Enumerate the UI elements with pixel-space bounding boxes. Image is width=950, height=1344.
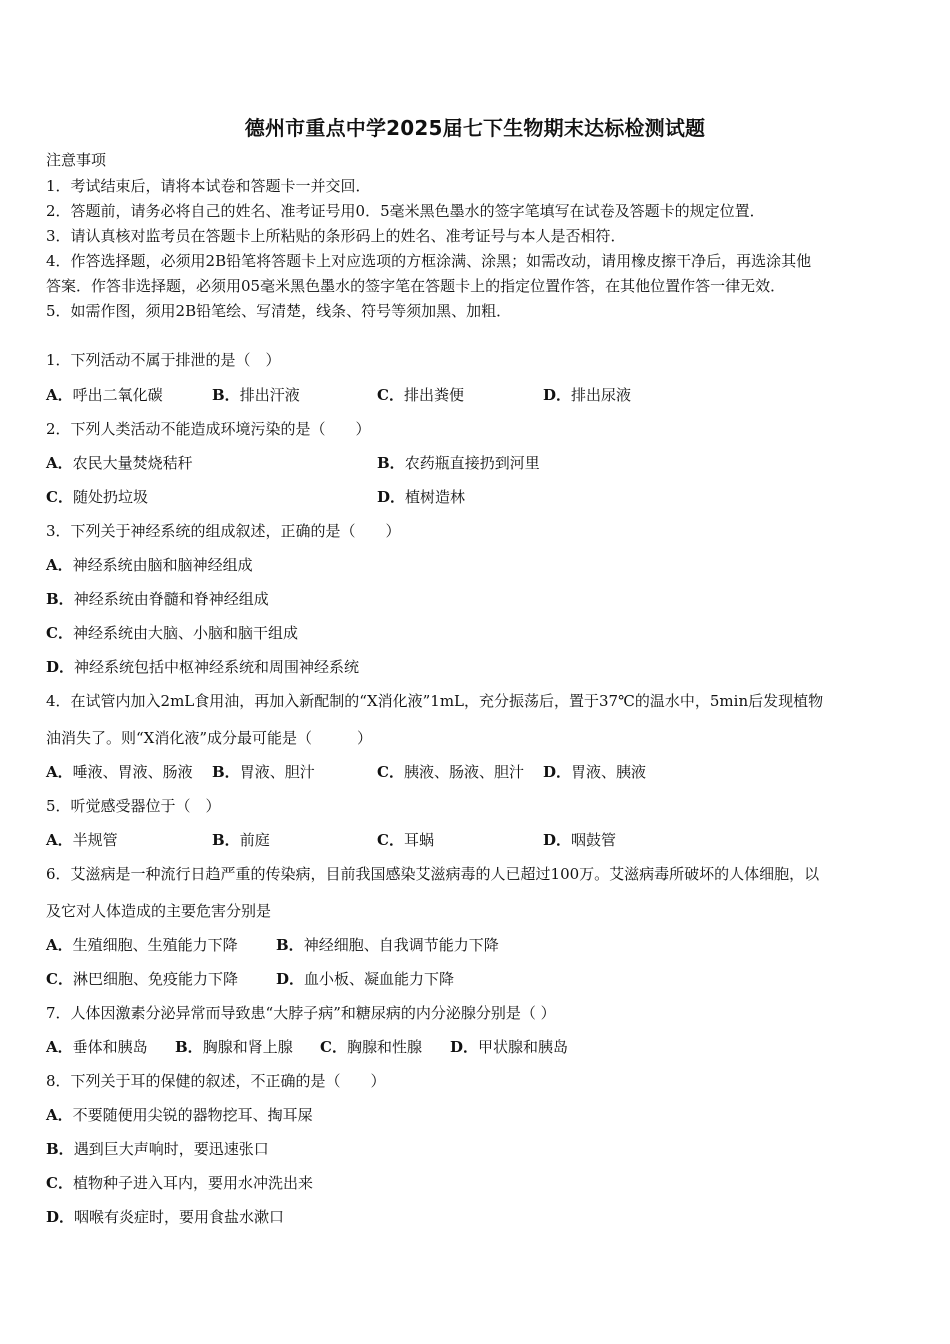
option-label: A． (46, 1038, 73, 1056)
option-label: B． (212, 386, 240, 404)
notice-item: 5．如需作图，须用2B铅笔绘、写清楚，线条、符号等须加黑、加粗． (46, 302, 512, 320)
question-4-option-d (543, 762, 646, 782)
option-text: 甲状腺和胰岛 (478, 1038, 569, 1056)
question-stem-4: 4．在试管内加入2mL食用油，再加入新配制的“X消化液”1mL，充分振荡后，置于37℃的温水中，5min后发现植物 (46, 692, 824, 710)
option-label: B． (175, 1038, 203, 1056)
option-label: C． (46, 970, 73, 988)
question-6-option-a (46, 935, 238, 955)
option-label: B． (46, 590, 74, 608)
option-label: B． (212, 763, 240, 781)
option-text: 排出粪便 (403, 386, 464, 404)
option-label: C． (320, 1038, 347, 1056)
option-label: D． (543, 763, 572, 781)
option-text: 呼出二氧化碳 (72, 386, 163, 404)
option-text: 胃液、胆汁 (239, 763, 315, 781)
notice-heading: 注意事项 (46, 151, 107, 169)
question-5-option-c (377, 830, 434, 850)
question-6-option-c (46, 969, 238, 989)
option-text: 遇到巨大声响时，要迅速张口 (73, 1140, 269, 1158)
option-text: 植树造林 (405, 488, 466, 506)
question-8-option-c (46, 1173, 313, 1193)
question-8-option-d (46, 1207, 284, 1227)
option-label: D． (543, 386, 572, 404)
option-label: D． (46, 1208, 75, 1226)
option-label: A． (46, 1106, 73, 1124)
notice-item: 3．请认真核对监考员在答题卡上所粘贴的条形码上的姓名、准考证号与本人是否相符． (46, 227, 626, 245)
option-text: 随处扔垃圾 (72, 488, 148, 506)
question-1-option-b (212, 385, 300, 405)
option-label: C． (46, 1174, 73, 1192)
question-3-option-b (46, 589, 269, 609)
question-4-option-c (377, 762, 524, 782)
notice-item: 答案．作答非选择题，必须用05毫米黑色墨水的签字笔在答题卡上的指定位置作答，在其他位置作答一律无效． (46, 277, 786, 295)
question-stem-6: 6．艾滋病是一种流行日趋严重的传染病，目前我国感染艾滋病毒的人已超过100万。艾滋病毒所破坏的人体细胞，以 (46, 865, 820, 883)
option-text: 垂体和胰岛 (72, 1038, 148, 1056)
option-label: B． (212, 831, 240, 849)
question-5-option-a (46, 830, 118, 850)
notice-item: 4．作答选择题，必须用2B铅笔将答题卡上对应选项的方框涂满、涂黑；如需改动，请用橡皮擦干净后，再选涂其他 (46, 252, 812, 270)
question-4-option-b (212, 762, 315, 782)
option-label: A． (46, 556, 73, 574)
option-label: B． (46, 1140, 74, 1158)
option-text: 淋巴细胞、免疫能力下降 (72, 970, 238, 988)
question-3-option-d (46, 657, 359, 677)
question-stem-1: 1．下列活动不属于排泄的是（ ） (46, 351, 281, 369)
option-text: 神经系统由脊髓和脊神经组成 (73, 590, 269, 608)
option-text: 神经细胞、自我调节能力下降 (303, 936, 499, 954)
question-stem-8: 8．下列关于耳的保健的叙述，不正确的是（ ） (46, 1072, 386, 1090)
option-text: 耳蜗 (403, 831, 434, 849)
question-1-option-d (543, 385, 631, 405)
option-text: 半规管 (72, 831, 118, 849)
option-text: 农民大量焚烧秸秆 (72, 454, 193, 472)
option-text: 胃液、胰液 (571, 763, 647, 781)
question-stem-7: 7．人体因激素分泌异常而导致患“大脖子病”和糖尿病的内分泌腺分别是（ ） (46, 1004, 556, 1022)
option-text: 排出尿液 (571, 386, 632, 404)
question-1-option-c (377, 385, 464, 405)
question-6-option-d (276, 969, 454, 989)
option-label: A． (46, 454, 73, 472)
question-stem-3: 3．下列关于神经系统的组成叙述，正确的是（ ） (46, 522, 401, 540)
option-text: 植物种子进入耳内，要用水冲洗出来 (72, 1174, 313, 1192)
option-label: C． (377, 763, 404, 781)
question-1-option-a (46, 385, 163, 405)
option-text: 胸腺和肾上腺 (202, 1038, 293, 1056)
question-3-option-c (46, 623, 298, 643)
option-label: A． (46, 936, 73, 954)
option-text: 不要随便用尖锐的器物挖耳、掏耳屎 (72, 1106, 313, 1124)
option-text: 排出汗液 (239, 386, 300, 404)
notice-item: 2．答题前，请务必将自己的姓名、准考证号用0．5毫米黑色墨水的签字笔填写在试卷及答题卡的规定位置． (46, 202, 765, 220)
option-text: 咽喉有炎症时，要用食盐水漱口 (74, 1208, 285, 1226)
question-3-option-a (46, 555, 253, 575)
page-title: 德州市重点中学2025届七下生物期末达标检测试题 (244, 116, 706, 140)
option-label: C． (46, 488, 73, 506)
option-text: 胰液、肠液、胆汁 (403, 763, 524, 781)
option-text: 神经系统包括中枢神经系统和周围神经系统 (74, 658, 360, 676)
question-4-option-a (46, 762, 193, 782)
option-label: C． (46, 624, 73, 642)
option-text: 农药瓶直接扔到河里 (404, 454, 540, 472)
option-text: 生殖细胞、生殖能力下降 (72, 936, 238, 954)
question-stem-2: 2．下列人类活动不能造成环境污染的是（ ） (46, 420, 371, 438)
question-2-option-d (377, 487, 465, 507)
option-label: D． (377, 488, 406, 506)
question-8-option-a (46, 1105, 313, 1125)
option-text: 唾液、胃液、肠液 (72, 763, 193, 781)
question-stem-5: 5．听觉感受器位于（ ） (46, 797, 221, 815)
question-6-option-b (276, 935, 499, 955)
question-stem-4-cont: 油消失了。则“X消化液”成分最可能是（ ） (46, 729, 373, 747)
option-label: B． (276, 936, 304, 954)
question-7-option-c (320, 1037, 422, 1057)
option-label: C． (377, 831, 404, 849)
option-label: D． (46, 658, 75, 676)
question-7-option-b (175, 1037, 293, 1057)
option-label: C． (377, 386, 404, 404)
notice-item: 1．考试结束后，请将本试卷和答题卡一并交回． (46, 177, 371, 195)
question-5-option-d (543, 830, 616, 850)
option-label: A． (46, 831, 73, 849)
question-8-option-b (46, 1139, 269, 1159)
option-label: A． (46, 386, 73, 404)
question-2-option-a (46, 453, 193, 473)
option-text: 咽鼓管 (571, 831, 617, 849)
question-7-option-a (46, 1037, 148, 1057)
option-text: 血小板、凝血能力下降 (304, 970, 455, 988)
option-text: 胸腺和性腺 (346, 1038, 422, 1056)
option-text: 神经系统由脑和脑神经组成 (72, 556, 253, 574)
option-label: D． (276, 970, 305, 988)
option-text: 前庭 (239, 831, 270, 849)
question-2-option-b (377, 453, 540, 473)
option-label: D． (450, 1038, 479, 1056)
question-5-option-b (212, 830, 270, 850)
question-7-option-d (450, 1037, 568, 1057)
option-label: D． (543, 831, 572, 849)
option-label: A． (46, 763, 73, 781)
option-text: 神经系统由大脑、小脑和脑干组成 (72, 624, 298, 642)
question-2-option-c (46, 487, 148, 507)
question-stem-6-cont: 及它对人体造成的主要危害分别是 (46, 902, 272, 920)
option-label: B． (377, 454, 405, 472)
